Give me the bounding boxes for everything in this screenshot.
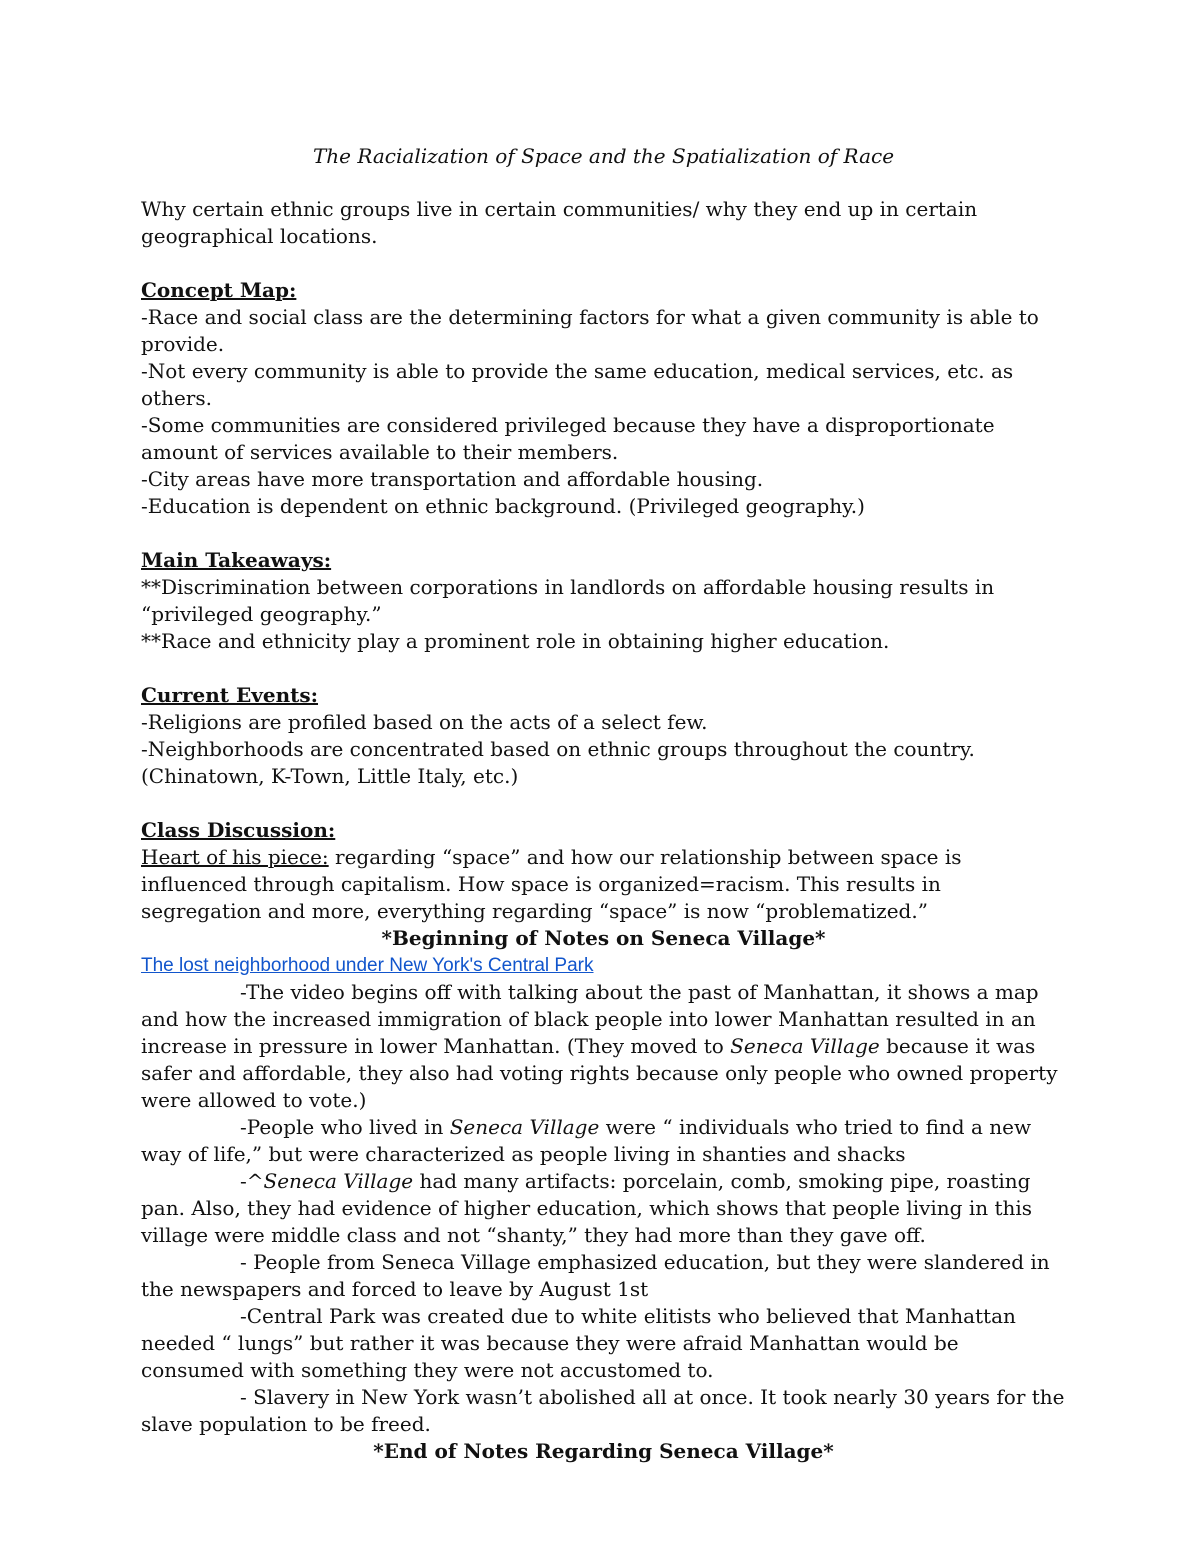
seneca-note: -Central Park was created due to white elitists who believed that Manhattan needed “ lungs” but rather it was because they were afraid Manhattan would be consumed with something they were not accustomed to. bbox=[141, 1304, 1016, 1382]
heart-of-piece-label: Heart of his piece: bbox=[141, 845, 329, 869]
seneca-note: -The video begins off with talking about the past of Manhattan, it shows a map and how the increased immigration of black people into lower Manhattan resulted in an increase in pressure in lower Manhattan. (They moved to Seneca Village because it was safer and affordable, they also had voting rights because only people who owned property were allowed to vote.) bbox=[141, 980, 1058, 1112]
document-body bbox=[141, 141, 1066, 1465]
seneca-note: - People from Seneca Village emphasized education, but they were slandered in the newspapers and forced to leave by August 1st bbox=[141, 1250, 1050, 1301]
class-discussion-text: regarding “space” and how our relationship between space is influenced through capitalism. How space is organized=racism. This results in segregation and more, everything regarding “space” is now “problematized.” bbox=[141, 845, 962, 923]
seneca-note: -People who lived in Seneca Village were “ individuals who tried to find a new way of life,” but were characterized as people living in shanties and shacks bbox=[141, 1115, 1032, 1166]
seneca-end-label: *End of Notes Regarding Seneca Village* bbox=[373, 1439, 834, 1463]
concept-map-item: -Education is dependent on ethnic background. (Privileged geography.) bbox=[141, 494, 865, 518]
concept-map-item: -City areas have more transportation and affordable housing. bbox=[141, 467, 764, 491]
main-takeaways-heading: Main Takeaways: bbox=[141, 548, 332, 572]
video-link[interactable]: The lost neighborhood under New York's Central Park bbox=[141, 955, 594, 976]
current-events-heading: Current Events: bbox=[141, 683, 319, 707]
current-event-item: -Religions are profiled based on the acts of a select few. bbox=[141, 710, 708, 734]
seneca-begin-label: *Beginning of Notes on Seneca Village* bbox=[381, 926, 826, 950]
document-title: The Racialization of Space and the Spatialization of Race bbox=[312, 144, 895, 168]
seneca-note: - Slavery in New York wasn’t abolished all at once. It took nearly 30 years for the slave population to be freed. bbox=[141, 1385, 1065, 1436]
concept-map-item: -Not every community is able to provide the same education, medical services, etc. as others. bbox=[141, 359, 1014, 410]
class-discussion-paragraph bbox=[141, 844, 1066, 925]
class-discussion-heading: Class Discussion: bbox=[141, 818, 336, 842]
takeaway-item: **Discrimination between corporations in landlords on affordable housing results in “privileged geography.” bbox=[141, 575, 995, 626]
seneca-note: -^Seneca Village had many artifacts: porcelain, comb, smoking pipe, roasting pan. Also, they had evidence of higher education, which shows that people living in this village were middle class and not “shanty,” they had more than they gave off. bbox=[141, 1169, 1033, 1247]
concept-map-item: -Race and social class are the determining factors for what a given community is able to provide. bbox=[141, 305, 1039, 356]
current-event-item: -Neighborhoods are concentrated based on ethnic groups throughout the country. (Chinatown, K-Town, Little Italy, etc.) bbox=[141, 737, 975, 788]
concept-map-item: -Some communities are considered privileged because they have a disproportionate amount of services available to their members. bbox=[141, 413, 995, 464]
takeaway-item: **Race and ethnicity play a prominent role in obtaining higher education. bbox=[141, 629, 890, 653]
intro-paragraph: Why certain ethnic groups live in certain communities/ why they end up in certain geographical locations. bbox=[141, 197, 978, 248]
concept-map-heading: Concept Map: bbox=[141, 278, 297, 302]
